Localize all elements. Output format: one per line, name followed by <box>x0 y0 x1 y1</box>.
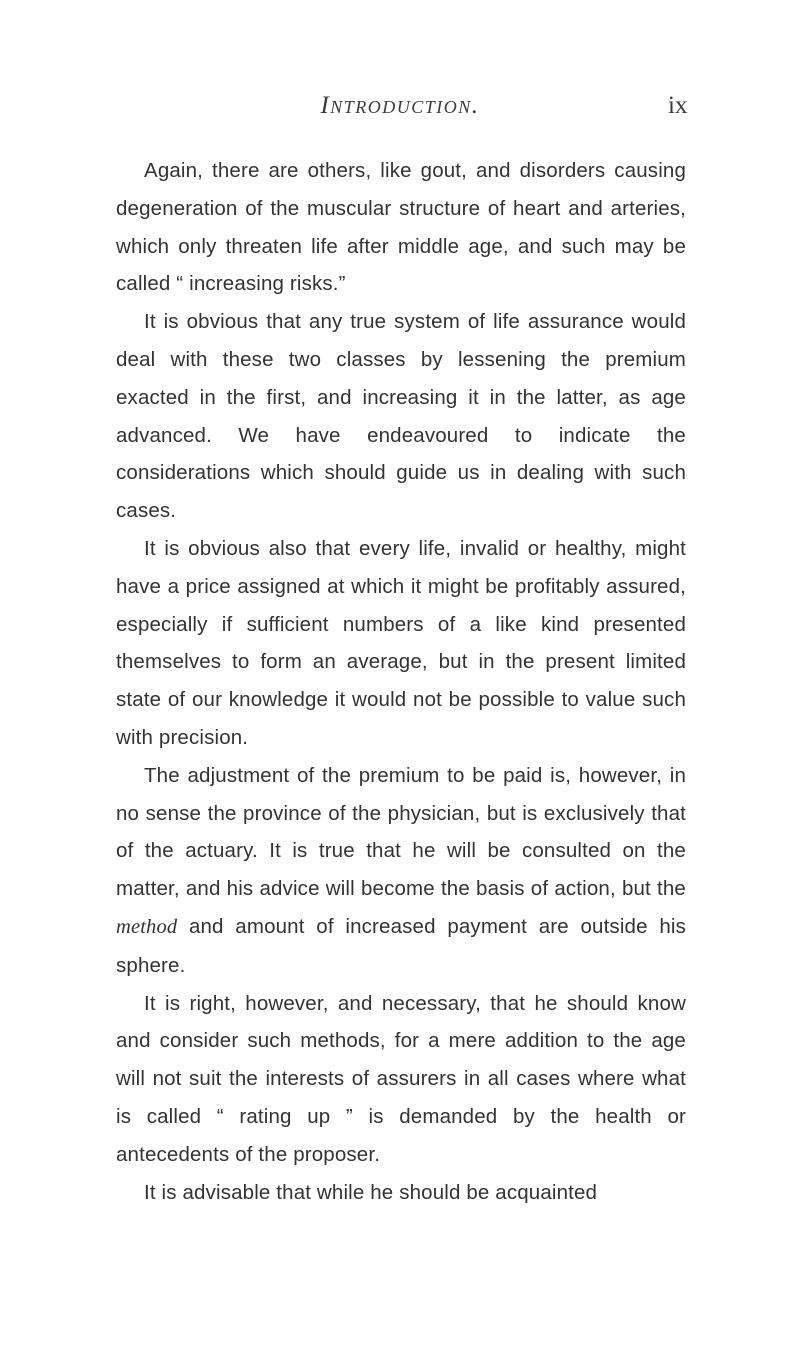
emphasis-method: method <box>116 915 178 938</box>
paragraph-premium-adjustment-after: and amount of increased payment are outside his sphere. <box>116 914 686 977</box>
paragraph-premium-adjustment-before: The adjustment of the premium to be paid is, however, in no sense the province of the physician, but is exclusively that of the actuary. It is true that he will be consulted on the matter, and his advice will become the basis of action, but the <box>116 763 686 901</box>
paragraph-advisable: It is advisable that while he should be acquainted <box>144 1180 598 1204</box>
page-number: ix <box>668 92 688 119</box>
paragraph-premium-adjustment <box>116 757 686 985</box>
paragraph-life-assurance-classes: It is obvious that any true system of life assurance would deal with these two classes by lessening the premium exacted in the first, and increasing it in the latter, as age advanced. We have endeavoured to indicate the considerations which should guide us in dealing with such cases. <box>116 310 686 523</box>
body-text <box>116 152 686 1211</box>
paragraph-rating-up: It is right, however, and necessary, that he should know and consider such methods, for a mere addition to the age will not suit the interests of assurers in all cases where what is called “ rating up ” is demanded by the health or antecedents of the proposer. <box>116 991 686 1166</box>
paragraph-price-assigned: It is obvious also that every life, invalid or healthy, might have a price assigned at which it might be profitably assured, especially if sufficient numbers of a like kind presented themselves to form an average, but in the present limited state of our knowledge it would not be possible to value such with precision. <box>116 536 686 749</box>
page-header <box>0 92 800 132</box>
paragraph-gout-risks: Again, there are others, like gout, and disorders causing degeneration of the muscular structure of heart and arteries, which only threaten life after middle age, and such may be called “ increasing risks.” <box>116 159 686 296</box>
running-title: Introduction. <box>320 92 480 119</box>
